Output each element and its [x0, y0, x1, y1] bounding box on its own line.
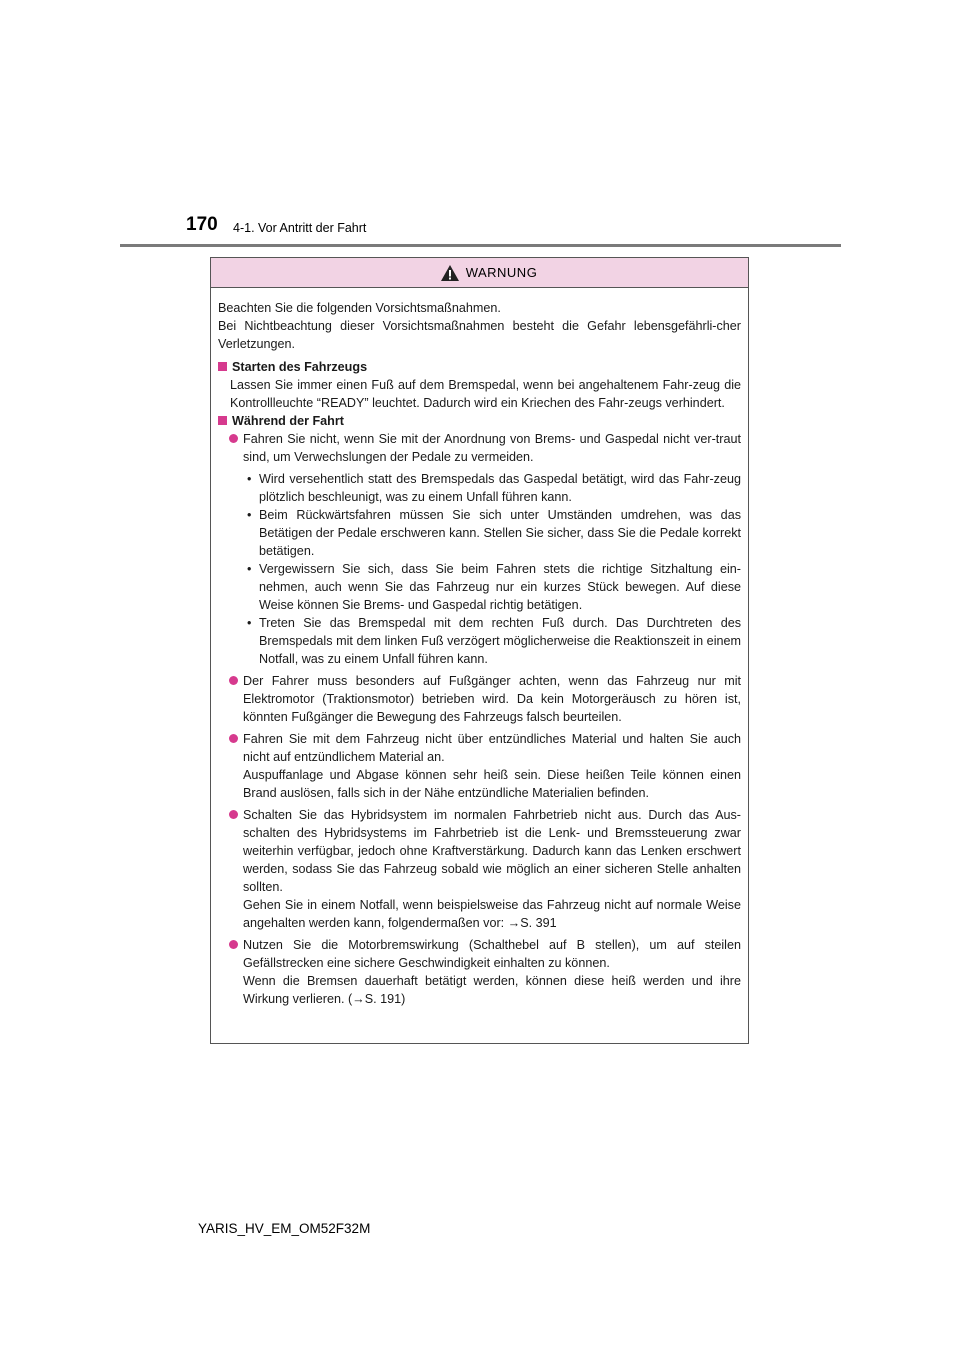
circle-bullet-icon: [229, 676, 238, 685]
bullet-text: Fahren Sie mit dem Fahrzeug nicht über entzündliches Material und halten Sie auch nicht auf entzündlichem Material an.: [243, 732, 741, 764]
bullet-text: Der Fahrer muss besonders auf Fußgänger achten, wenn das Fahrzeug nur mit Elektromotor (Traktionsmotor) betrieben wird. Da kein Motorgeräusch zu hören ist, könnten Fußgänger die Bewegung des Fahrzeugs falsch beurteilen.: [243, 674, 741, 724]
section-heading-label: Starten des Fahrzeugs: [232, 360, 368, 374]
circle-bullet-icon: [229, 734, 238, 743]
bullet-text-continued: Auspuffanlage und Abgase können sehr heiß sein. Diese heißen Teile können einen Brand auslösen, falls sich in der Nähe entzündliche Materialien befinden.: [243, 768, 741, 800]
document-id: YARIS_HV_EM_OM52F32M: [198, 1221, 371, 1236]
sub-list-item: • Wird versehentlich statt des Bremspedals das Gaspedal betätigt, wird das Fahr-zeug plötzlich beschleunigt, was zu einem Unfall führen kann.: [247, 472, 741, 504]
warning-intro-text: Bei Nichtbeachtung dieser Vorsichtsmaßnahmen besteht die Gefahr lebensgefährli-cher Verletzungen.: [218, 319, 741, 351]
sub-item-text: Beim Rückwärtsfahren müssen Sie sich unter Umständen umdrehen, was das Betätigen der Pedale erschweren kann. Stellen Sie sicher, dass Sie die Pedale korrekt betätigen.: [259, 508, 741, 558]
bullet-text: Schalten Sie das Hybridsystem im normalen Fahrbetrieb nicht aus. Durch das Aus-schalten des Hybridsystems im Fahrbetrieb ist die Lenk- und Bremssteuerung zwar weiterhin verfügbar, jedoch ohne Kraftverstärkung. Dadurch kann das Lenken erschwert werden, sodass Sie das Fahrzeug sobald wie möglich an einer sicheren Stelle anhalten sollten.: [243, 808, 741, 894]
sub-item-text: Wird versehentlich statt des Bremspedals das Gaspedal betätigt, wird das Fahr-zeug plötzlich beschleunigt, was zu einem Unfall führen kann.: [259, 472, 741, 504]
square-bullet-icon: [218, 416, 227, 425]
warning-title: WARNUNG: [465, 265, 538, 280]
list-item: [218, 936, 741, 1008]
header-rule: [120, 244, 841, 247]
sub-list: [218, 470, 741, 668]
warning-triangle-icon: [440, 264, 460, 282]
list-item: [218, 806, 741, 932]
sub-list-item: • Beim Rückwärtsfahren müssen Sie sich unter Umständen umdrehen, was das Betätigen der Pedale erschweren kann. Stellen Sie sicher, dass Sie die Pedale korrekt betätigen.: [247, 508, 741, 558]
sub-list-item: • Vergewissern Sie sich, dass Sie beim Fahren stets die richtige Sitzhaltung ein-nehmen, auch wenn Sie das Fahrzeug nur ein kurzes Stück bewegen. Auf diese Weise können Sie Brems- und Gaspedal richtig betätigen.: [247, 562, 741, 612]
circle-bullet-icon: [229, 940, 238, 949]
sub-item-text: Treten Sie das Bremspedal mit dem rechten Fuß durch. Das Durchtreten des Bremspedals mit dem linken Fuß verzögert möglicherweise die Reaktionszeit in einem Notfall, was zu einem Unfall führen kann.: [259, 616, 741, 666]
bullet-text: Nutzen Sie die Motorbremswirkung (Schalthebel auf B stellen), um auf steilen Gefällstrecken eine sichere Geschwindigkeit einhalten zu können.: [243, 938, 741, 970]
warning-box: [210, 257, 749, 1044]
bullet-text-continued: Wenn die Bremsen dauerhaft betätigt werden, können diese heiß werden und ihre Wirkung verlieren. (→S. 191): [243, 974, 741, 1006]
warning-intro-line: Beachten Sie die folgenden Vorsichtsmaßnahmen.: [218, 301, 501, 315]
square-bullet-icon: [218, 362, 227, 371]
sub-item-text: Vergewissern Sie sich, dass Sie beim Fahren stets die richtige Sitzhaltung ein-nehmen, auch wenn Sie das Fahrzeug nur ein kurzes Stück bewegen. Auf diese Weise können Sie Brems- und Gaspedal richtig betätigen.: [259, 562, 741, 612]
section-heading: [218, 412, 741, 430]
page-number: 170: [186, 214, 218, 235]
section-heading-label: Während der Fahrt: [232, 414, 344, 428]
bullet-text: Fahren Sie nicht, wenn Sie mit der Anordnung von Brems- und Gaspedal nicht ver-traut sind, um Verwechslungen der Pedale zu vermeiden.: [243, 432, 741, 464]
list-item: [218, 672, 741, 726]
sub-list-item: • Treten Sie das Bremspedal mit dem rechten Fuß durch. Das Durchtreten des Bremspedals mit dem linken Fuß verzögert möglicherweise die Reaktionszeit in einem Notfall, was zu einem Unfall führen kann.: [247, 616, 741, 666]
warning-header: [211, 258, 748, 288]
warning-body: [211, 288, 748, 1008]
bullet-text-continued: Gehen Sie in einem Notfall, wenn beispielsweise das Fahrzeug nicht auf normale Weise angehalten werden kann, folgendermaßen vor: →S. 391: [243, 898, 741, 930]
circle-bullet-icon: [229, 810, 238, 819]
section-heading: [218, 358, 741, 376]
chapter-title: 4-1. Vor Antritt der Fahrt: [233, 221, 367, 235]
circle-bullet-icon: [229, 434, 238, 443]
section-text: Lassen Sie immer einen Fuß auf dem Bremspedal, wenn bei angehaltenem Fahr-zeug die Kontrollleuchte “READY” leuchtet. Dadurch wird ein Kriechen des Fahr-zeugs verhindert.: [230, 378, 741, 410]
list-item: [218, 730, 741, 802]
list-item: [218, 430, 741, 466]
